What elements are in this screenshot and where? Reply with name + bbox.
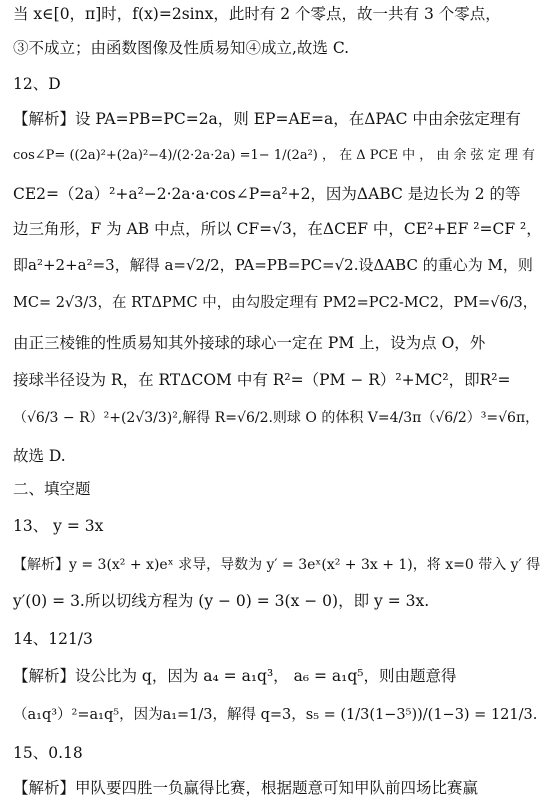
answer-14: 14、121/3 [13, 630, 93, 648]
analysis-12-line-9: （√6/3 − R）²+(2√3/3)²,解得 R=√6/2.则球 O 的体积 V=4/3π（√6/2）³=√6π， [13, 410, 540, 426]
analysis-15-line-1: 【解析】甲队要四胜一负赢得比赛，根据题意可知甲队前四场比赛赢 [13, 779, 479, 797]
analysis-13-line-2: y′(0) = 3.所以切线方程为 (y − 0) = 3(x − 0)，即 y = 3x. [13, 592, 430, 610]
analysis-12-line-3: CE2=（2a）²+a²−2·2a·a·cos∠P=a²+2，因为ΔABC 是边长为 2 的等 [13, 185, 521, 203]
analysis-12-line-10: 故选 D. [13, 447, 66, 465]
analysis-12-line-7: 由正三棱锥的性质易知其外接球的球心一定在 PM 上，设为点 O，外 [13, 334, 486, 352]
analysis-12-line-6: MC= 2√3/3，在 RTΔPMC 中，由勾股定理有 PM2=PC2-MC2，PM=√6/3， [13, 295, 538, 311]
analysis-12-line-4: 边三角形，F 为 AB 中点，所以 CF=√3，在ΔCEF 中，CE²+EF ²=CF ²， [13, 220, 542, 238]
analysis-14-line-1: 【解析】设公比为 q，因为 a₄ = a₁q³， a₆ = a₁q⁵，则由题意得 [13, 667, 457, 685]
answer-13: 13、 y = 3x [13, 517, 104, 535]
analysis-12-line-1: 【解析】设 PA=PB=PC=2a，则 EP=AE=a，在ΔPAC 中由余弦定理有 [13, 110, 521, 128]
analysis-14-line-2: （a₁q³）²=a₁q⁵，因为a₁=1/3，解得 q=3，s₅ = (1/3(1−3⁵))/(1−3) = 121/3. [13, 707, 538, 723]
analysis-13-line-1: 【解析】y = 3(x² + x)eˣ 求导，导数为 y′ = 3eˣ(x² + 3x + 1)，将 x=0 带入 y′ 得 [13, 557, 541, 573]
text-line-2: ③不成立；由函数图像及性质易知④成立,故选 C. [13, 39, 350, 57]
analysis-12-line-8: 接球半径设为 R，在 RTΔCOM 中有 R²=（PM − R）²+MC²，即R²= [13, 371, 511, 389]
analysis-12-line-5: 即a²+2+a²=3，解得 a=√2/2，PA=PB=PC=√2.设ΔABC 的重心为 M，则 [13, 256, 533, 274]
text-line-1: 当 x∈[0，π]时，f(x)=2sinx，此时有 2 个零点，故一共有 3 个零点， [13, 5, 501, 23]
analysis-12-line-2: cos∠P= ((2a)²+(2a)²−4)/(2·2a·2a) =1− 1/(2a²) ， 在 Δ PCE 中 ， 由 余 弦 定 理 有 [13, 148, 536, 163]
answer-12: 12、D [13, 75, 61, 93]
answer-15: 15、0.18 [13, 744, 83, 762]
section-heading-fill-blank: 二、填空题 [13, 480, 91, 498]
